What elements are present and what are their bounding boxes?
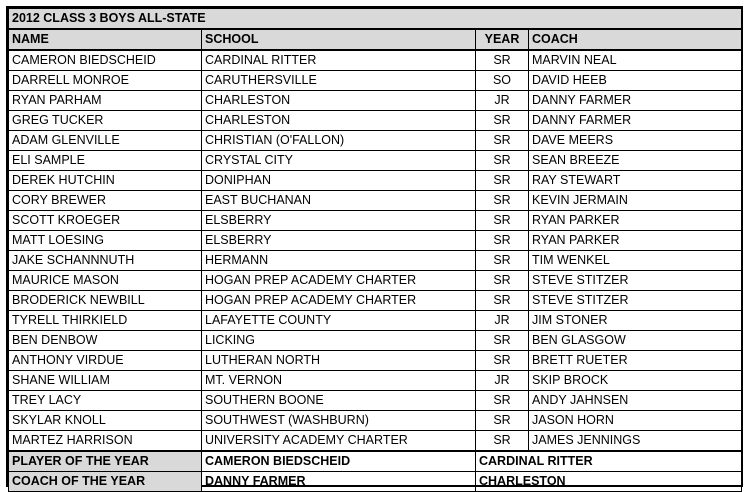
cell-coach: BEN GLASGOW [529,331,742,351]
cell-coach: STEVE STITZER [529,291,742,311]
cell-school: HOGAN PREP ACADEMY CHARTER [202,271,476,291]
cell-name: BEN DENBOW [9,331,202,351]
cell-name: CORY BREWER [9,191,202,211]
table-row [9,371,742,391]
cell-coach: ANDY JAHNSEN [529,391,742,411]
cell-name: TYRELL THIRKIELD [9,311,202,331]
cell-name: MAURICE MASON [9,271,202,291]
cell-year: JR [476,311,529,331]
table-row [9,151,742,171]
cell-year: SR [476,231,529,251]
table-row [9,231,742,251]
award-row [9,451,742,472]
header-name: NAME [9,29,202,50]
cell-year: JR [476,371,529,391]
cell-name: RYAN PARHAM [9,91,202,111]
award-school: CHARLESTON [476,472,742,492]
cell-coach: KEVIN JERMAIN [529,191,742,211]
cell-year: SR [476,351,529,371]
cell-coach: RAY STEWART [529,171,742,191]
cell-school: CHRISTIAN (O'FALLON) [202,131,476,151]
cell-year: SR [476,411,529,431]
cell-school: HERMANN [202,251,476,271]
award-label: COACH OF THE YEAR [9,472,202,492]
all-state-table-sheet [6,6,743,487]
table-row [9,191,742,211]
cell-school: LAFAYETTE COUNTY [202,311,476,331]
cell-school: CHARLESTON [202,111,476,131]
table-row [9,391,742,411]
cell-coach: STEVE STITZER [529,271,742,291]
cell-coach: TIM WENKEL [529,251,742,271]
cell-year: SR [476,50,529,71]
cell-school: LUTHERAN NORTH [202,351,476,371]
cell-coach: RYAN PARKER [529,211,742,231]
cell-name: MARTEZ HARRISON [9,431,202,452]
award-name: DANNY FARMER [202,472,476,492]
table-row [9,111,742,131]
header-coach: COACH [529,29,742,50]
cell-coach: RYAN PARKER [529,231,742,251]
cell-name: SKYLAR KNOLL [9,411,202,431]
table-row [9,211,742,231]
cell-name: SCOTT KROEGER [9,211,202,231]
table-row [9,131,742,151]
cell-year: SR [476,391,529,411]
table-row [9,291,742,311]
cell-name: DARRELL MONROE [9,71,202,91]
cell-year: JR [476,91,529,111]
cell-name: BRODERICK NEWBILL [9,291,202,311]
cell-year: SO [476,71,529,91]
cell-name: ELI SAMPLE [9,151,202,171]
cell-coach: JAMES JENNINGS [529,431,742,452]
cell-school: DONIPHAN [202,171,476,191]
cell-coach: MARVIN NEAL [529,50,742,71]
header-row [9,29,742,50]
award-row [9,472,742,492]
cell-year: SR [476,211,529,231]
cell-name: ADAM GLENVILLE [9,131,202,151]
cell-year: SR [476,291,529,311]
cell-name: MATT LOESING [9,231,202,251]
cell-coach: JIM STONER [529,311,742,331]
table-row [9,50,742,71]
award-label: PLAYER OF THE YEAR [9,451,202,472]
table-row [9,311,742,331]
cell-name: GREG TUCKER [9,111,202,131]
award-school: CARDINAL RITTER [476,451,742,472]
table-row [9,431,742,452]
cell-year: SR [476,251,529,271]
cell-coach: SKIP BROCK [529,371,742,391]
cell-year: SR [476,271,529,291]
cell-year: SR [476,431,529,452]
cell-coach: DAVE MEERS [529,131,742,151]
cell-year: SR [476,171,529,191]
cell-year: SR [476,191,529,211]
cell-year: SR [476,151,529,171]
cell-coach: DANNY FARMER [529,111,742,131]
cell-school: CHARLESTON [202,91,476,111]
cell-year: SR [476,331,529,351]
cell-school: SOUTHERN BOONE [202,391,476,411]
cell-school: HOGAN PREP ACADEMY CHARTER [202,291,476,311]
cell-school: CARUTHERSVILLE [202,71,476,91]
header-school: SCHOOL [202,29,476,50]
all-state-table [8,8,742,492]
table-row [9,171,742,191]
cell-coach: DAVID HEEB [529,71,742,91]
table-title: 2012 CLASS 3 BOYS ALL-STATE [9,9,742,30]
cell-coach: DANNY FARMER [529,91,742,111]
cell-name: DEREK HUTCHIN [9,171,202,191]
cell-school: EAST BUCHANAN [202,191,476,211]
table-row [9,351,742,371]
table-title-row [9,9,742,30]
cell-year: SR [476,131,529,151]
cell-coach: BRETT RUETER [529,351,742,371]
cell-coach: SEAN BREEZE [529,151,742,171]
cell-school: ELSBERRY [202,211,476,231]
table-row [9,331,742,351]
cell-school: CARDINAL RITTER [202,50,476,71]
table-row [9,71,742,91]
cell-school: MT. VERNON [202,371,476,391]
table-row [9,271,742,291]
cell-name: ANTHONY VIRDUE [9,351,202,371]
cell-school: ELSBERRY [202,231,476,251]
cell-school: SOUTHWEST (WASHBURN) [202,411,476,431]
header-year: YEAR [476,29,529,50]
award-name: CAMERON BIEDSCHEID [202,451,476,472]
table-row [9,251,742,271]
cell-name: JAKE SCHANNNUTH [9,251,202,271]
cell-name: CAMERON BIEDSCHEID [9,50,202,71]
cell-school: CRYSTAL CITY [202,151,476,171]
cell-name: TREY LACY [9,391,202,411]
cell-school: UNIVERSITY ACADEMY CHARTER [202,431,476,452]
cell-name: SHANE WILLIAM [9,371,202,391]
cell-school: LICKING [202,331,476,351]
cell-year: SR [476,111,529,131]
cell-coach: JASON HORN [529,411,742,431]
table-row [9,91,742,111]
table-row [9,411,742,431]
